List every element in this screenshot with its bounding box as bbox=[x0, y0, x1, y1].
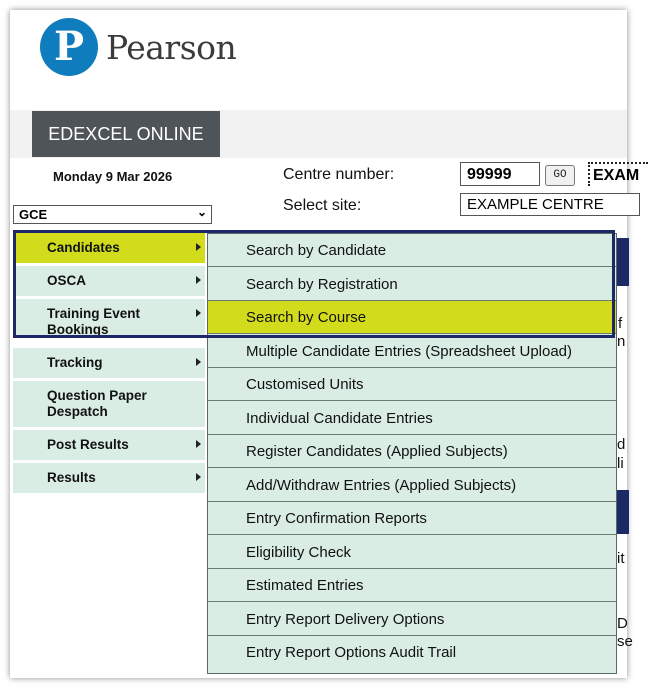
background-banner bbox=[617, 238, 629, 286]
go-button[interactable]: GO bbox=[545, 165, 575, 186]
background-text: it bbox=[617, 550, 625, 567]
submenu-item[interactable] bbox=[208, 335, 616, 368]
nav-item-label: Question Paper Despatch bbox=[47, 388, 147, 419]
select-site-label: Select site: bbox=[283, 197, 362, 214]
submenu-item[interactable] bbox=[208, 234, 616, 267]
submenu-item-label: Search by Candidate bbox=[246, 242, 387, 259]
qualification-select[interactable] bbox=[13, 205, 212, 224]
submenu-item-label: Add/Withdraw Entries (Applied Subjects) bbox=[246, 477, 517, 494]
chevron-right-icon bbox=[196, 309, 201, 317]
brand-name: Pearson bbox=[106, 28, 237, 67]
submenu-item-label: Customised Units bbox=[246, 376, 364, 393]
background-text: n bbox=[617, 333, 626, 350]
chevron-right-icon bbox=[196, 358, 201, 366]
background-text: f bbox=[618, 315, 623, 332]
nav-item-label: Candidates bbox=[47, 240, 120, 255]
submenu-item[interactable] bbox=[208, 569, 616, 602]
submenu-item[interactable] bbox=[208, 402, 616, 435]
nav-item-post-results[interactable] bbox=[13, 430, 205, 460]
nav-item-candidates[interactable] bbox=[13, 233, 205, 263]
submenu-item[interactable] bbox=[208, 636, 616, 669]
submenu-item-label: Entry Report Options Audit Trail bbox=[246, 644, 457, 661]
submenu-item[interactable] bbox=[208, 502, 616, 535]
site-select[interactable]: EXAMPLE CENTRE bbox=[460, 193, 640, 216]
background-text: d bbox=[617, 436, 626, 453]
nav-item-label: Tracking bbox=[47, 355, 103, 370]
submenu-item-label: Search by Course bbox=[246, 309, 367, 326]
nav-item-tracking[interactable] bbox=[13, 348, 205, 378]
submenu-item-label: Eligibility Check bbox=[246, 544, 352, 561]
nav-item-question-paper-despatch[interactable] bbox=[13, 381, 205, 427]
chevron-right-icon bbox=[196, 473, 201, 481]
chevron-right-icon bbox=[196, 243, 201, 251]
chevron-right-icon bbox=[196, 440, 201, 448]
centre-number-input[interactable]: 99999 bbox=[460, 162, 540, 186]
nav-item-results[interactable] bbox=[13, 463, 205, 493]
background-banner bbox=[617, 490, 629, 534]
submenu-item-label: Entry Report Delivery Options bbox=[246, 611, 445, 628]
background-text: D bbox=[617, 615, 628, 632]
submenu-item[interactable] bbox=[208, 469, 616, 502]
submenu-item-label: Estimated Entries bbox=[246, 577, 364, 594]
logo-letter: P bbox=[53, 23, 85, 70]
nav-item-osca[interactable] bbox=[13, 266, 205, 296]
submenu-item[interactable] bbox=[208, 368, 616, 401]
qualification-value: GCE bbox=[19, 207, 48, 222]
submenu-item-label: Entry Confirmation Reports bbox=[246, 510, 427, 527]
submenu-item[interactable] bbox=[208, 301, 616, 334]
submenu-item-label: Register Candidates (Applied Subjects) bbox=[246, 443, 508, 460]
nav-item-label: OSCA bbox=[47, 273, 87, 288]
nav-item-label: Results bbox=[47, 470, 96, 485]
nav-item-label: Training Event Bookings bbox=[47, 306, 141, 337]
edexcel-online-tab[interactable]: EDEXCEL ONLINE bbox=[32, 111, 220, 157]
submenu-item-label: Multiple Candidate Entries (Spreadsheet Upload) bbox=[246, 343, 573, 360]
background-text: li bbox=[617, 455, 624, 472]
centre-name: EXAM bbox=[588, 162, 648, 186]
candidates-submenu bbox=[207, 233, 617, 674]
submenu-item[interactable] bbox=[208, 536, 616, 569]
submenu-item-label: Search by Registration bbox=[246, 276, 398, 293]
centre-number-label: Centre number: bbox=[283, 166, 395, 183]
background-text: se bbox=[617, 633, 633, 650]
nav-item-label: Post Results bbox=[47, 437, 129, 452]
pearson-logo[interactable] bbox=[40, 18, 98, 76]
submenu-item[interactable] bbox=[208, 603, 616, 636]
nav-item-training-event-bookings[interactable] bbox=[13, 299, 205, 335]
page-frame bbox=[10, 10, 640, 678]
submenu-item[interactable] bbox=[208, 435, 616, 468]
current-date: Monday 9 Mar 2026 bbox=[53, 169, 173, 184]
submenu-item-label: Individual Candidate Entries bbox=[246, 410, 433, 427]
submenu-item[interactable] bbox=[208, 268, 616, 301]
chevron-right-icon bbox=[196, 276, 201, 284]
chevron-down-icon: ⌄ bbox=[196, 205, 207, 219]
